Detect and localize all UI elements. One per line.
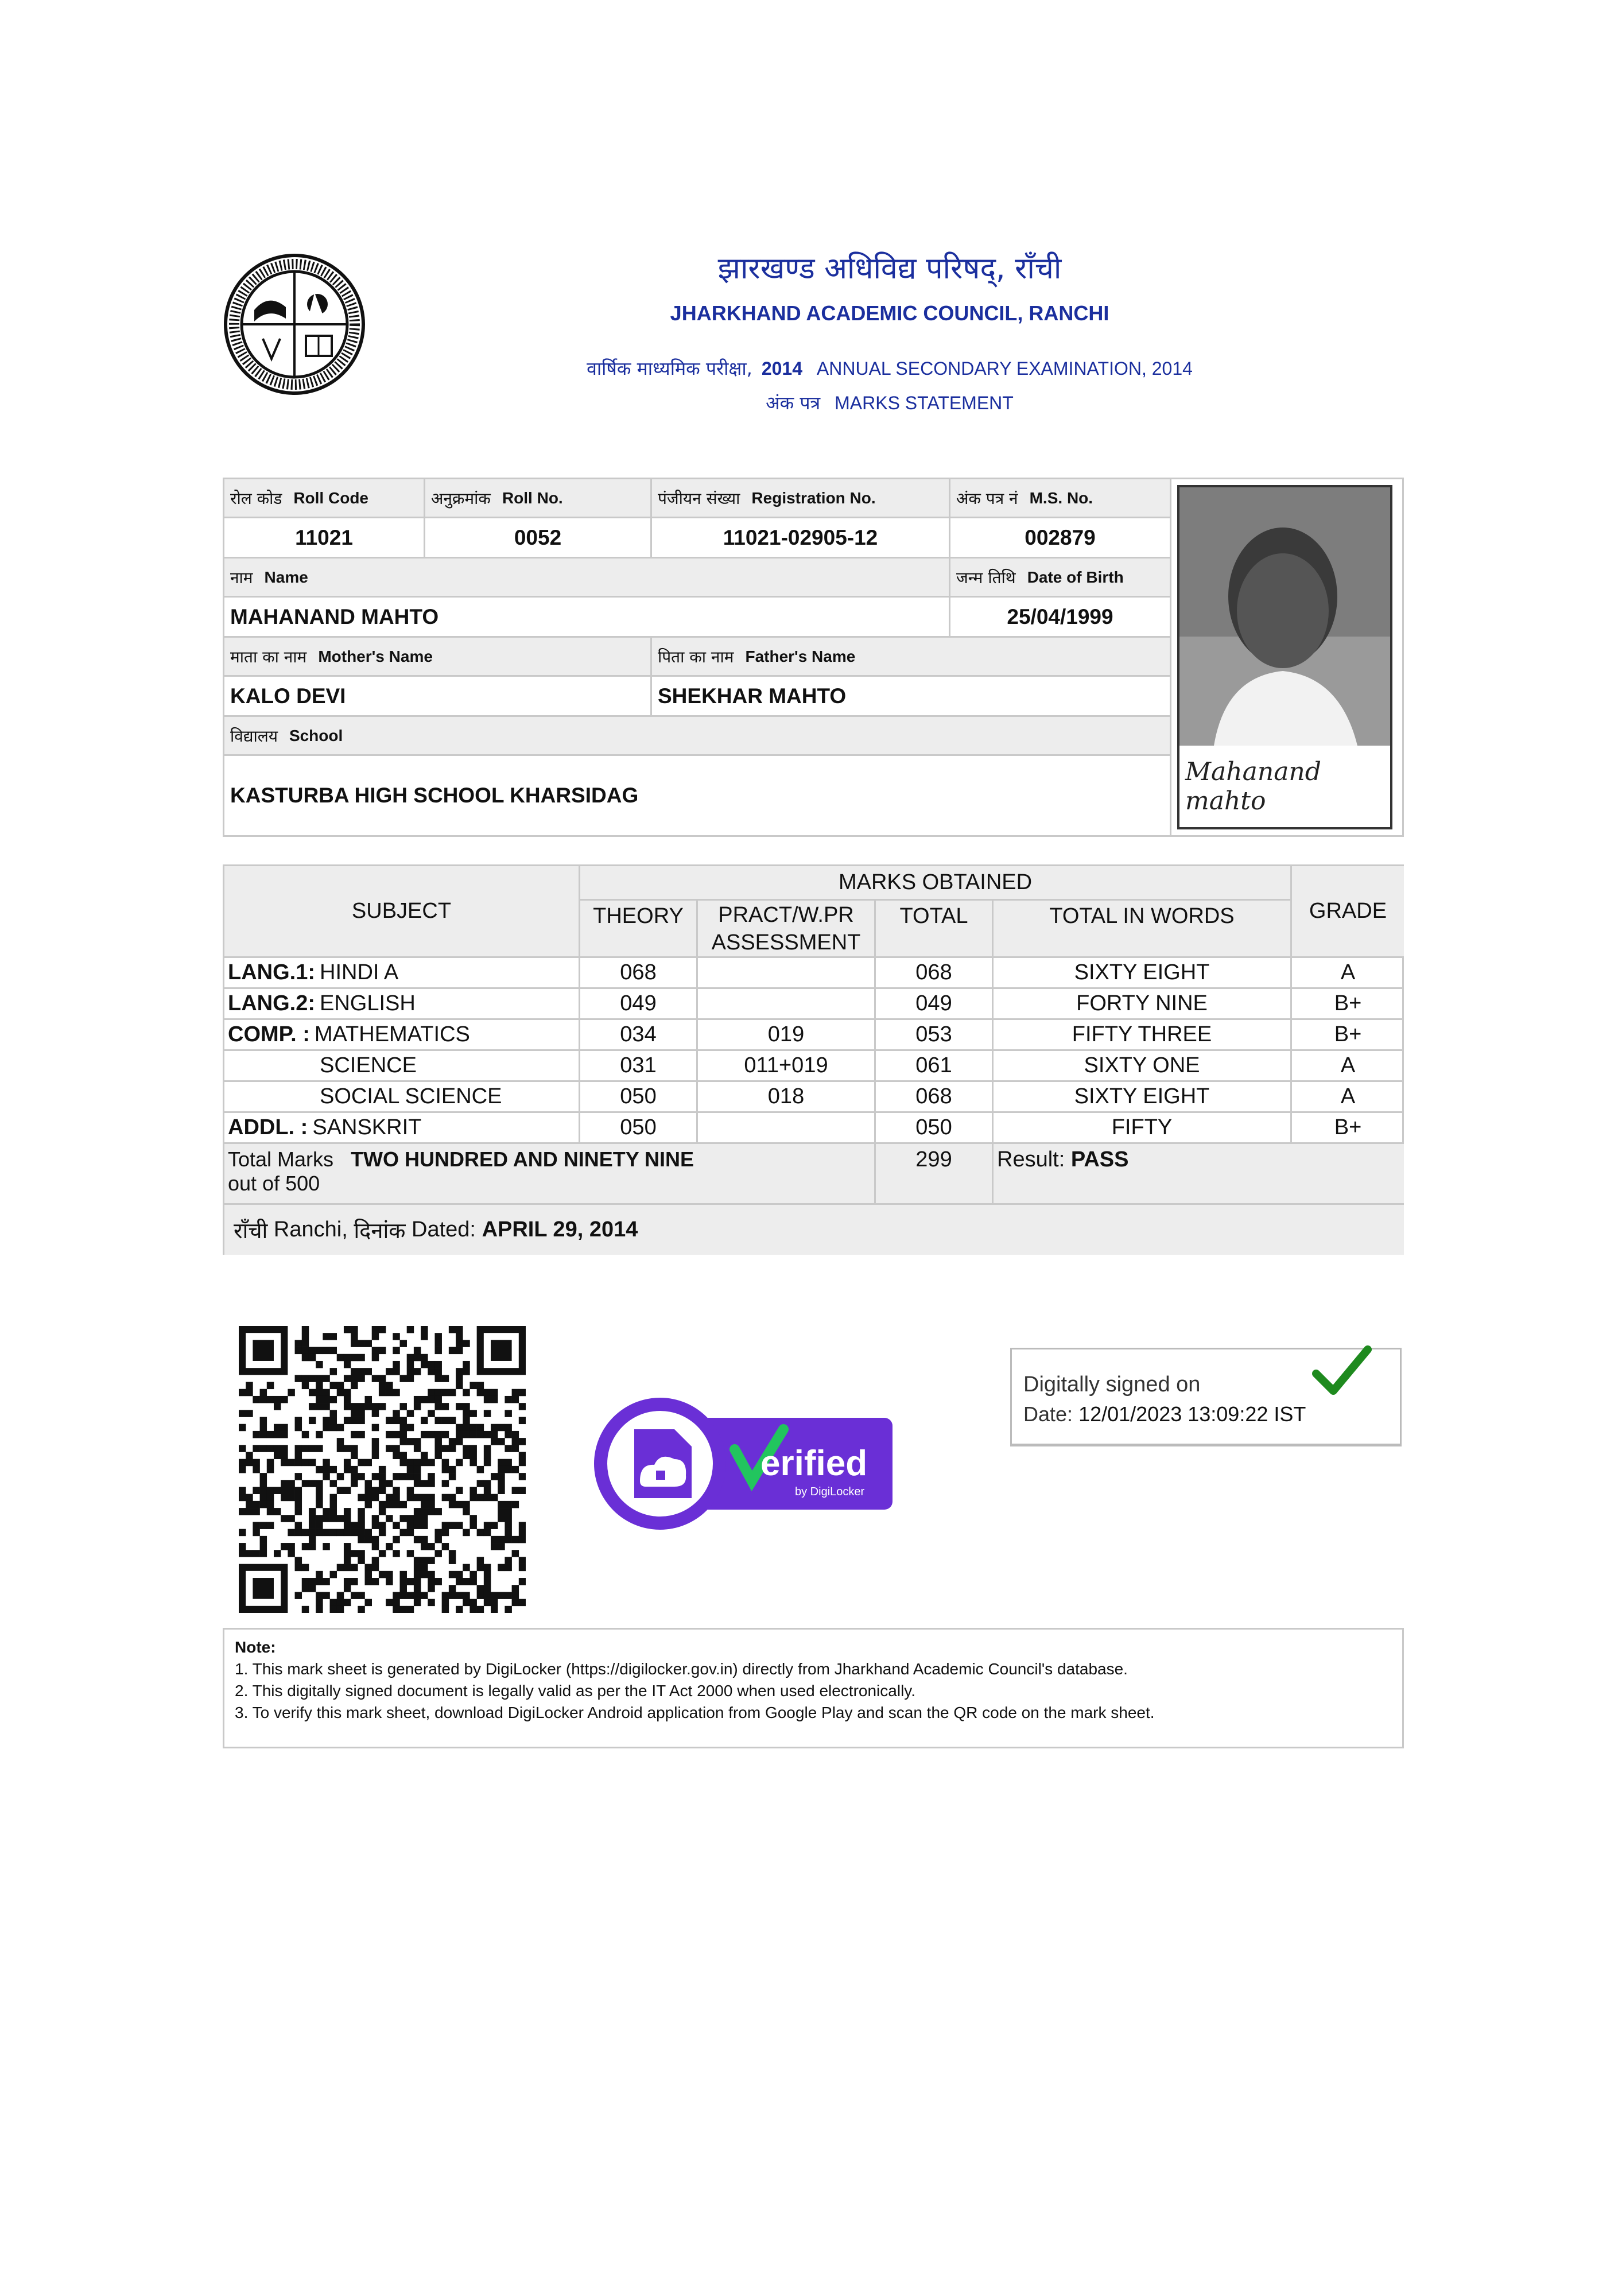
- total-words-header: TOTAL IN WORDS: [994, 901, 1292, 958]
- council-title-hindi: झारखण्ड अधिविद्य परिषद्, राँची: [717, 251, 1062, 286]
- student-photo: [1177, 485, 1392, 829]
- statement-title: [574, 390, 1205, 415]
- student-name-value: MAHANAND MAHTO: [224, 598, 950, 638]
- total-cell: 061: [876, 1051, 994, 1082]
- student-info-table: [223, 478, 1404, 837]
- school-value: KASTURBA HIGH SCHOOL KHARSIDAG: [224, 756, 1171, 835]
- subject-name: ENGLISH: [320, 991, 416, 1015]
- qr-code-icon[interactable]: [239, 1326, 526, 1613]
- lock-icon: [656, 1471, 665, 1480]
- ms-no-value: 002879: [950, 518, 1171, 559]
- exam-year: 2014: [761, 358, 803, 379]
- exam-title-english: ANNUAL SECONDARY EXAMINATION, 2014: [816, 358, 1193, 379]
- total-marks-cell: [224, 1144, 876, 1205]
- result-label: Result:: [997, 1147, 1065, 1172]
- dated-label: Dated:: [412, 1217, 476, 1242]
- total-cell: 049: [876, 989, 994, 1020]
- roll-no-value: 0052: [425, 518, 652, 559]
- result-value: PASS: [1070, 1147, 1129, 1172]
- grade-cell: B+: [1292, 1020, 1404, 1051]
- signed-date-value: 12/01/2023 13:09:22 IST: [1078, 1402, 1306, 1426]
- registration-value: 11021-02905-12: [652, 518, 950, 559]
- total-cell: 068: [876, 1082, 994, 1113]
- words-cell: FIFTY: [994, 1113, 1292, 1144]
- pract-cell: 011+019: [698, 1051, 876, 1082]
- statement-title-english: MARKS STATEMENT: [835, 393, 1014, 413]
- subject-name: SOCIAL SCIENCE: [320, 1084, 502, 1108]
- subject-prefix: LANG.2:: [228, 991, 315, 1015]
- grade-cell: A: [1292, 1082, 1404, 1113]
- words-cell: FORTY NINE: [994, 989, 1292, 1020]
- verified-text: erified: [760, 1444, 868, 1483]
- words-cell: FIFTY THREE: [994, 1020, 1292, 1051]
- words-cell: SIXTY EIGHT: [994, 958, 1292, 989]
- statement-title-hindi: अंक पत्र: [766, 392, 821, 414]
- pract-cell: 018: [698, 1082, 876, 1113]
- theory-header: THEORY: [580, 901, 698, 958]
- student-signature: Mahanand mahto: [1185, 757, 1321, 816]
- words-cell: SIXTY ONE: [994, 1051, 1292, 1082]
- subject-name: SCIENCE: [320, 1053, 417, 1077]
- pract-cell: 019: [698, 1020, 876, 1051]
- subject-name: HINDI A: [320, 960, 399, 984]
- total-marks-value: 299: [876, 1144, 994, 1205]
- total-cell: 050: [876, 1113, 994, 1144]
- total-marks-label: Total Marks: [228, 1147, 334, 1171]
- subject-cell: [224, 1113, 580, 1144]
- subject-header: SUBJECT: [224, 866, 580, 958]
- subject-prefix: ADDL. :: [228, 1115, 308, 1139]
- student-photo-image: [1179, 487, 1390, 746]
- theory-cell: 049: [580, 989, 698, 1020]
- signature-valid-check-icon: [1310, 1345, 1373, 1397]
- dob-label: जन्म तिथि Date of Birth: [950, 559, 1171, 598]
- place-english: Ranchi,: [273, 1217, 348, 1242]
- grade-cell: A: [1292, 958, 1404, 989]
- signed-date-label: Date:: [1023, 1402, 1073, 1426]
- subject-cell: [224, 1051, 580, 1082]
- marks-table: [223, 864, 1404, 1255]
- grade-cell: A: [1292, 1051, 1404, 1082]
- theory-cell: 050: [580, 1082, 698, 1113]
- father-name-label: पिता का नाम Father's Name: [652, 638, 1171, 677]
- ms-no-label: अंक पत्र नं M.S. No.: [950, 479, 1171, 518]
- theory-cell: 034: [580, 1020, 698, 1051]
- dated-row: [224, 1205, 1404, 1255]
- exam-title: [459, 356, 1320, 381]
- exam-title-hindi: वार्षिक माध्यमिक परीक्षा,: [587, 358, 752, 379]
- total-cell: 053: [876, 1020, 994, 1051]
- total-marks-words: TWO HUNDRED AND NINETY NINE: [351, 1147, 694, 1171]
- pract-header: PRACT/W.PR ASSESSMENT: [698, 901, 876, 958]
- pract-cell: [698, 989, 876, 1020]
- grade-cell: B+: [1292, 989, 1404, 1020]
- subject-cell: [224, 1020, 580, 1051]
- signed-on-text: Digitally signed on: [1023, 1372, 1201, 1397]
- roll-no-label: अनुक्रमांक Roll No.: [425, 479, 652, 518]
- school-label: विद्यालय School: [224, 717, 1171, 756]
- place-hindi: राँची: [234, 1217, 268, 1243]
- signed-date: [1023, 1402, 1306, 1426]
- note-box: [223, 1628, 1404, 1748]
- dated-value: APRIL 29, 2014: [482, 1217, 638, 1242]
- total-cell: 068: [876, 958, 994, 989]
- roll-code-value: 11021: [224, 518, 425, 559]
- pract-cell: [698, 958, 876, 989]
- note-title: Note:: [235, 1638, 276, 1656]
- total-out-of: out of 500: [228, 1172, 320, 1195]
- note-item: 1. This mark sheet is generated by DigiLocker (https://digilocker.gov.in) directly from Jharkhand Academic Council's database.: [235, 1660, 1128, 1678]
- theory-cell: 050: [580, 1113, 698, 1144]
- subject-cell: [224, 1082, 580, 1113]
- subject-cell: [224, 989, 580, 1020]
- theory-cell: 068: [580, 958, 698, 989]
- pract-cell: [698, 1113, 876, 1144]
- father-name-value: SHEKHAR MAHTO: [652, 677, 1171, 717]
- digilocker-verified-badge: [588, 1395, 898, 1533]
- name-label: नाम Name: [224, 559, 950, 598]
- words-cell: SIXTY EIGHT: [994, 1082, 1292, 1113]
- marks-obtained-header: MARKS OBTAINED: [580, 866, 1292, 901]
- theory-cell: 031: [580, 1051, 698, 1082]
- subject-cell: [224, 958, 580, 989]
- roll-code-label: रोल कोड Roll Code: [224, 479, 425, 518]
- subject-prefix: COMP. :: [228, 1022, 310, 1046]
- council-title-english: JHARKHAND ACADEMIC COUNCIL, RANCHI: [670, 301, 1109, 325]
- mother-name-value: KALO DEVI: [224, 677, 652, 717]
- subject-prefix: LANG.1:: [228, 960, 315, 984]
- grade-header: GRADE: [1292, 866, 1404, 958]
- mother-name-label: माता का नाम Mother's Name: [224, 638, 652, 677]
- grade-cell: B+: [1292, 1113, 1404, 1144]
- note-item: 2. This digitally signed document is legally valid as per the IT Act 2000 when used electronically.: [235, 1682, 915, 1700]
- dated-hindi: दिनांक: [354, 1217, 406, 1243]
- registration-label: पंजीयन संख्या Registration No.: [652, 479, 950, 518]
- verified-by-text: by DigiLocker: [795, 1486, 865, 1498]
- result-cell: [994, 1144, 1404, 1205]
- note-item: 3. To verify this mark sheet, download DigiLocker Android application from Google Play and scan the QR code on the mark sheet.: [235, 1704, 1155, 1721]
- subject-name: MATHEMATICS: [314, 1022, 470, 1046]
- dob-value: 25/04/1999: [950, 598, 1171, 638]
- digital-signature-box[interactable]: [1010, 1348, 1402, 1446]
- total-header: TOTAL: [876, 901, 994, 958]
- council-logo-icon: [223, 253, 366, 396]
- subject-name: SANSKRIT: [312, 1115, 422, 1139]
